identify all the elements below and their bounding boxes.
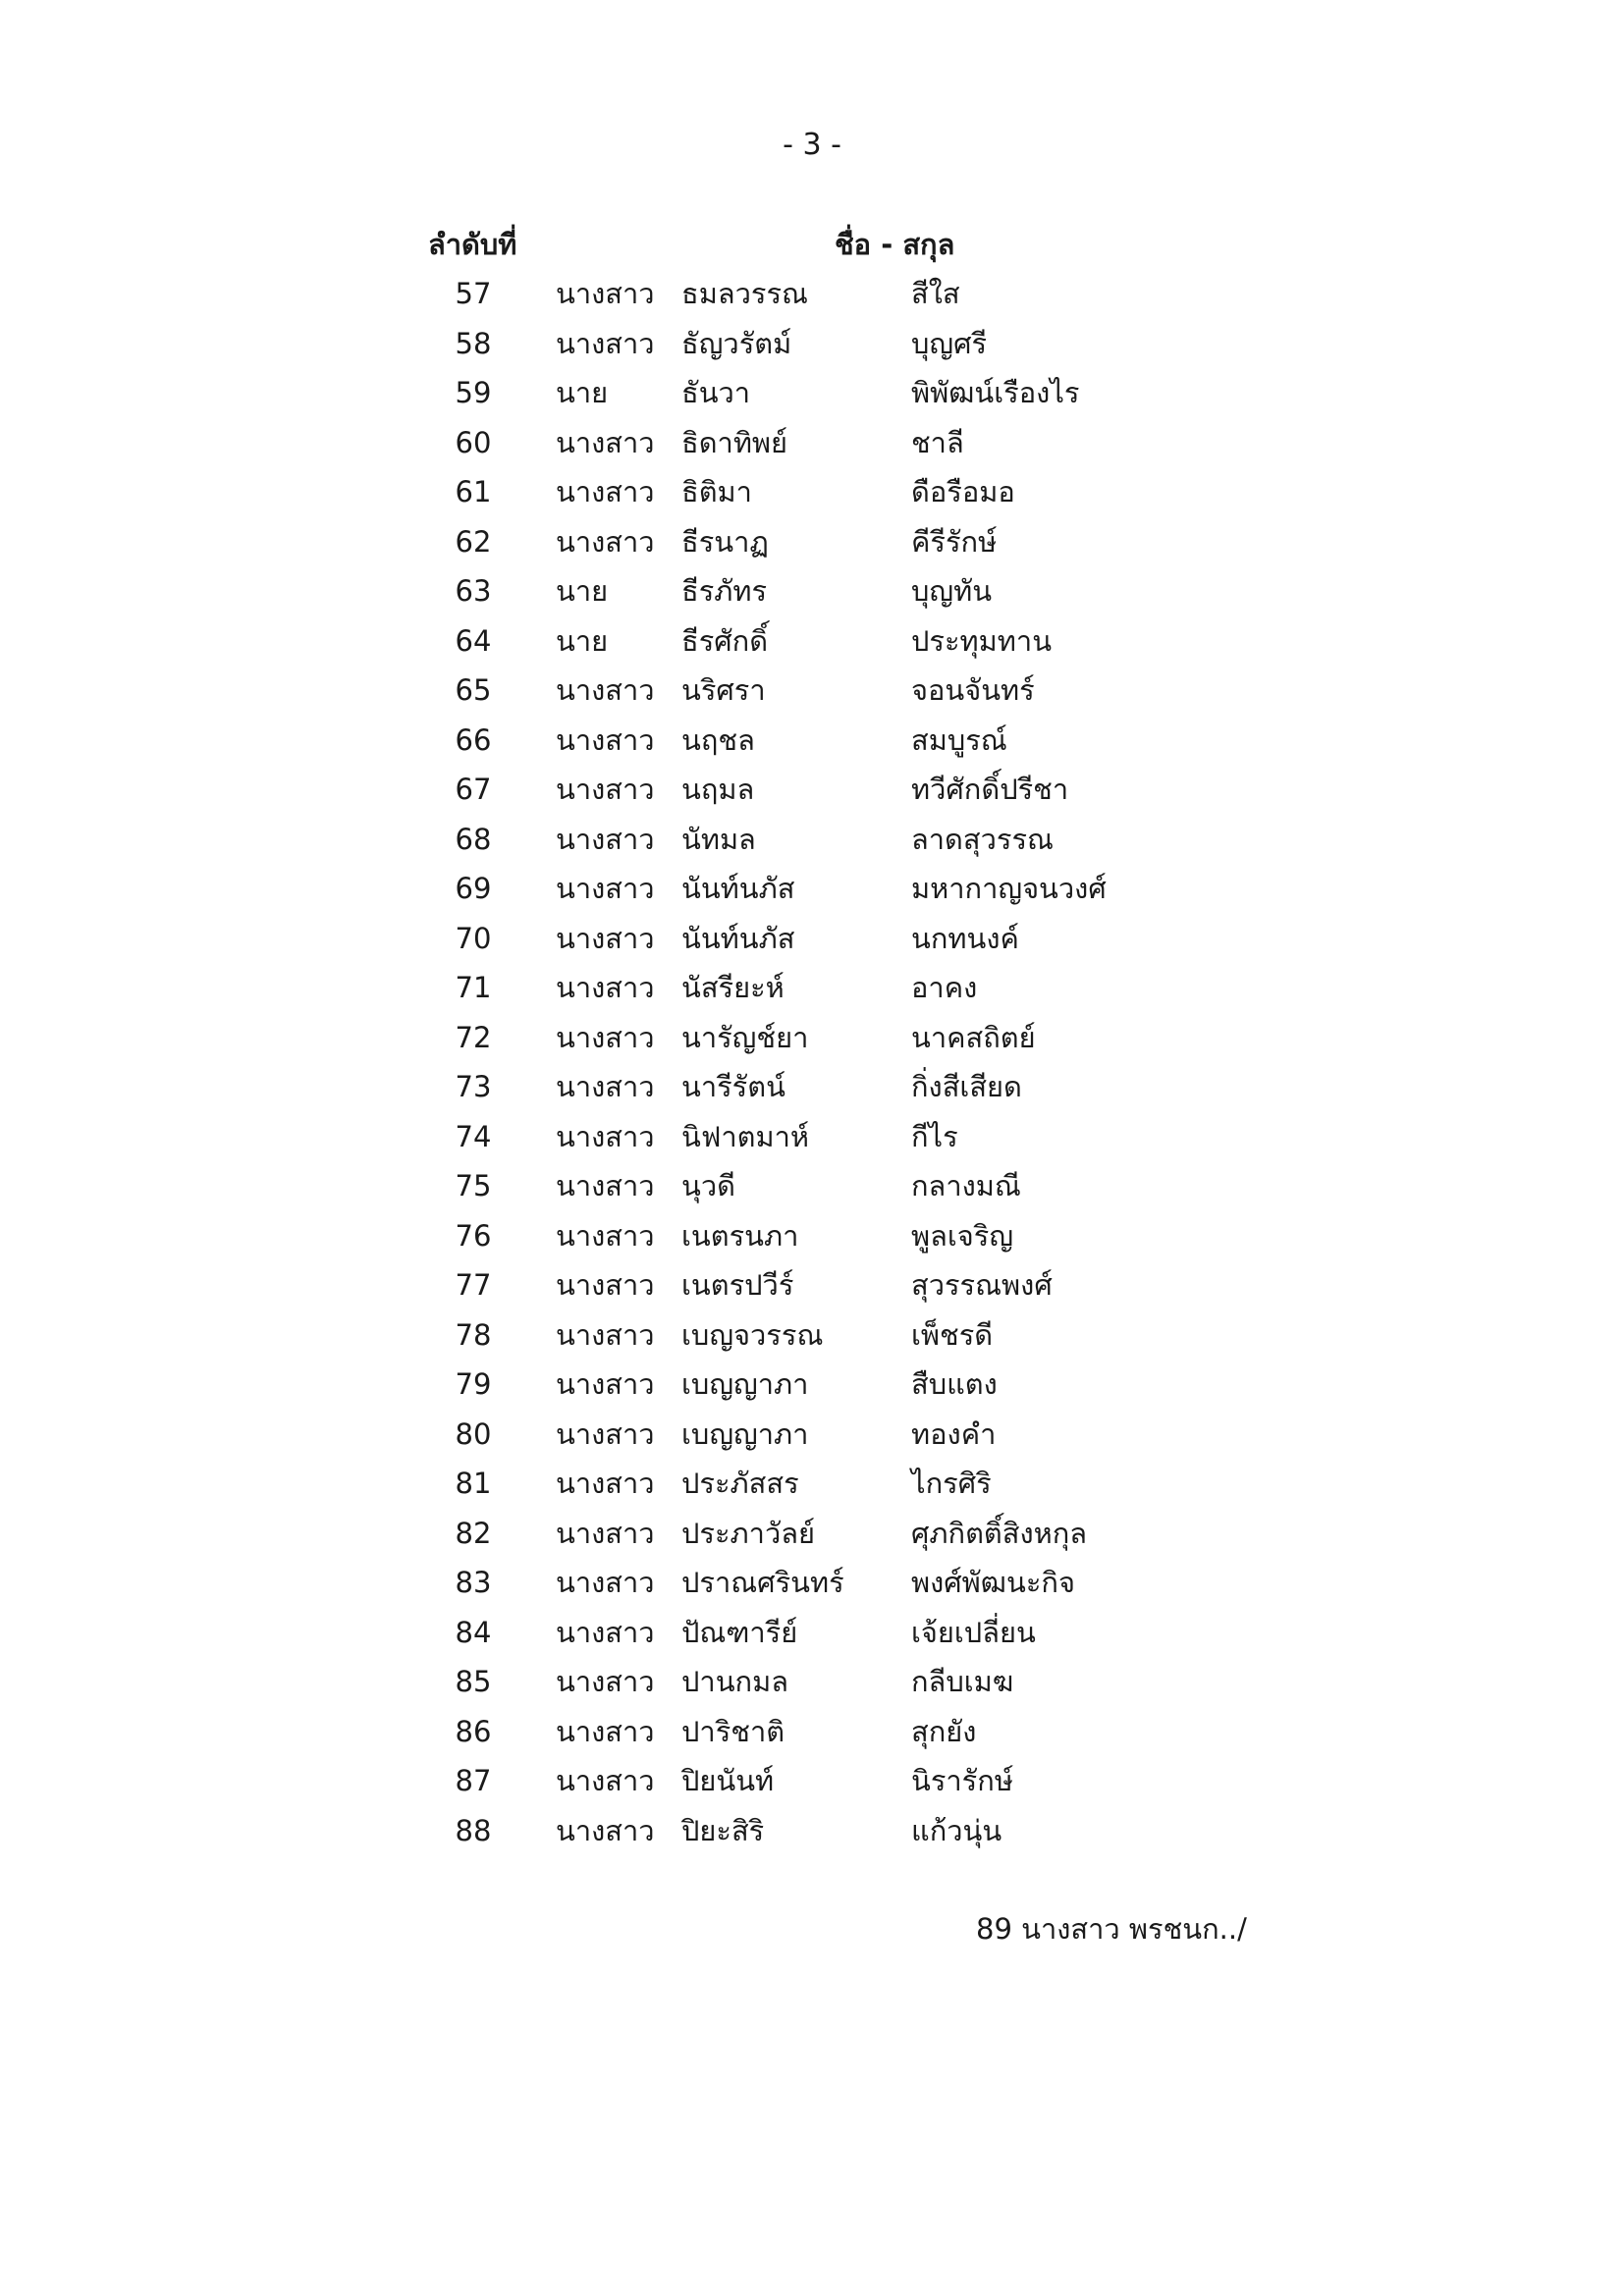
name-title: นางสาว (556, 822, 655, 856)
last-name: ชาลี (911, 425, 964, 459)
list-item (0, 418, 1624, 468)
list-item (0, 319, 1624, 369)
order-number: 68 (455, 822, 492, 856)
name-title: นางสาว (556, 971, 655, 1004)
first-name: เนตรปวีร์ (681, 1268, 794, 1302)
last-name: สีใส (911, 277, 960, 310)
last-name: ทองคำ (911, 1416, 997, 1451)
name-title: นางสาว (556, 1665, 655, 1698)
name-title: นางสาว (556, 1169, 655, 1202)
name-title: นางสาว (556, 1566, 655, 1599)
last-name: นาคสถิตย์ (911, 1020, 1036, 1054)
order-number: 63 (455, 574, 492, 608)
list-item (0, 716, 1624, 766)
first-name: ปัณฑารีย์ (681, 1615, 798, 1649)
list-item (0, 368, 1624, 418)
name-title: นางสาว (556, 773, 655, 806)
first-name: นุวดี (681, 1169, 735, 1202)
order-number: 83 (455, 1566, 492, 1599)
first-name: ธีรศักดิ์ (681, 623, 769, 658)
last-name: สมบูรณ์ (911, 722, 1007, 757)
list-item (0, 1707, 1624, 1757)
name-title: นางสาว (556, 1020, 655, 1054)
name-title: นางสาว (556, 1813, 655, 1847)
first-name: ปราณศรินทร์ (681, 1566, 844, 1599)
last-name: กิ่งสีเสียด (911, 1070, 1022, 1103)
list-item (0, 1410, 1624, 1460)
first-name: ธันวา (681, 376, 751, 409)
order-number: 72 (455, 1020, 492, 1054)
first-name: เบญญาภา (681, 1367, 809, 1401)
last-name: แก้วนุ่น (911, 1813, 1002, 1847)
name-title: นางสาว (556, 1119, 655, 1153)
name-title: นางสาว (556, 1070, 655, 1103)
first-name: นิฟาตมาห์ (681, 1119, 809, 1153)
first-name: เบญจวรรณ (681, 1317, 824, 1352)
order-number: 67 (455, 773, 492, 806)
list-item (0, 765, 1624, 815)
name-title: นางสาว (556, 722, 655, 757)
name-title: นางสาว (556, 673, 655, 707)
order-number: 86 (455, 1714, 492, 1748)
name-title: นางสาว (556, 872, 655, 905)
name-title: นางสาว (556, 1317, 655, 1352)
list-item (0, 1360, 1624, 1410)
first-name: ปิยนันท์ (681, 1764, 775, 1797)
list-item (0, 1062, 1624, 1112)
last-name: จอนจันทร์ (911, 673, 1035, 707)
order-number: 60 (455, 425, 492, 459)
list-item (0, 467, 1624, 517)
last-name: นิรารักษ์ (911, 1764, 1013, 1797)
name-title: นาย (556, 376, 609, 409)
page-number: - 3 - (783, 128, 841, 162)
last-name: สุวรรณพงศ์ (911, 1268, 1053, 1302)
name-title: นางสาว (556, 425, 655, 459)
first-name: นฤมล (681, 773, 755, 806)
list-item (0, 1161, 1624, 1211)
first-name: ธิดาทิพย์ (681, 425, 788, 459)
last-name: มหากาญจนวงศ์ (911, 872, 1107, 905)
name-title: นางสาว (556, 524, 655, 559)
order-number: 69 (455, 872, 492, 905)
list-item (0, 963, 1624, 1013)
first-name: ธีรนาฏ (681, 524, 769, 559)
column-header-full-name: ชื่อ - สกุล (835, 228, 955, 261)
last-name: สุกยัง (911, 1714, 977, 1748)
last-name: ประทุมทาน (911, 623, 1053, 658)
list-item (0, 1756, 1624, 1806)
last-name: พงศ์พัฒนะกิจ (911, 1566, 1075, 1599)
order-number: 59 (455, 376, 492, 409)
order-number: 57 (455, 277, 492, 310)
order-number: 62 (455, 524, 492, 559)
name-title: นางสาว (556, 1516, 655, 1550)
last-name: ทวีศักดิ์ปรีชา (911, 773, 1069, 806)
first-name: นารัญช์ยา (681, 1020, 809, 1054)
list-item (0, 914, 1624, 964)
list-item (0, 269, 1624, 319)
name-title: นางสาว (556, 277, 655, 310)
first-name: นารีรัตน์ (681, 1070, 785, 1103)
last-name: อาคง (911, 971, 978, 1004)
order-number: 78 (455, 1317, 492, 1352)
order-number: 75 (455, 1169, 492, 1202)
order-number: 87 (455, 1764, 492, 1797)
order-number: 64 (455, 623, 492, 658)
first-name: ปาริชาติ (681, 1714, 785, 1748)
last-name: พูลเจริญ (911, 1218, 1014, 1253)
first-name: นันท์นภัส (681, 921, 795, 955)
column-header-order-number: ลำดับที่ (428, 228, 517, 261)
last-name: ลาดสุวรรณ (911, 822, 1054, 856)
order-number: 70 (455, 921, 492, 955)
name-title: นางสาว (556, 326, 655, 360)
first-name: ธิติมา (681, 475, 752, 508)
last-name: กลางมณี (911, 1169, 1021, 1202)
name-title: นางสาว (556, 1268, 655, 1302)
order-number: 61 (455, 475, 492, 508)
order-number: 85 (455, 1665, 492, 1698)
list-item (0, 1013, 1624, 1063)
first-name: ธมลวรรณ (681, 277, 808, 310)
last-name: บุญศรี (911, 326, 988, 360)
first-name: นฤชล (681, 722, 755, 757)
last-name: ดือรือมอ (911, 475, 1015, 508)
list-item (0, 864, 1624, 914)
list-item (0, 1657, 1624, 1707)
continuation-note: 89 นางสาว พรชนก../ (976, 1912, 1247, 1946)
list-item (0, 1558, 1624, 1608)
order-number: 71 (455, 971, 492, 1004)
name-title: นาย (556, 574, 609, 608)
first-name: นันท์นภัส (681, 872, 795, 905)
last-name: กีไร (911, 1119, 958, 1153)
order-number: 76 (455, 1218, 492, 1253)
order-number: 88 (455, 1813, 492, 1847)
name-title: นางสาว (556, 1467, 655, 1500)
list-item (0, 666, 1624, 716)
first-name: ประภัสสร (681, 1467, 799, 1500)
first-name: ธีรภัทร (681, 574, 768, 608)
list-item (0, 517, 1624, 567)
order-number: 65 (455, 673, 492, 707)
last-name: พิพัฒน์เรืองไร (911, 376, 1080, 409)
list-item (0, 1211, 1624, 1261)
list-item (0, 616, 1624, 667)
first-name: นริศรา (681, 673, 766, 707)
first-name: ประภาวัลย์ (681, 1516, 816, 1550)
name-title: นางสาว (556, 1367, 655, 1401)
order-number: 79 (455, 1367, 492, 1401)
list-item (0, 1310, 1624, 1361)
name-title: นางสาว (556, 921, 655, 955)
last-name: บุญทัน (911, 574, 993, 608)
order-number: 84 (455, 1615, 492, 1649)
name-title: นางสาว (556, 1714, 655, 1748)
first-name: เนตรนภา (681, 1218, 799, 1253)
last-name: ไกรศิริ (911, 1467, 992, 1500)
table-header (0, 222, 1624, 265)
first-name: ธัญวรัตม์ (681, 326, 792, 360)
order-number: 81 (455, 1467, 492, 1500)
name-title: นาย (556, 623, 609, 658)
list-item (0, 1509, 1624, 1559)
name-title: นางสาว (556, 475, 655, 508)
name-title: นางสาว (556, 1615, 655, 1649)
list-item (0, 1459, 1624, 1509)
name-title: นางสาว (556, 1218, 655, 1253)
order-number: 73 (455, 1070, 492, 1103)
last-name: เพ็ชรดี (911, 1317, 994, 1352)
list-item (0, 566, 1624, 616)
order-number: 82 (455, 1516, 492, 1550)
first-name: เบญญาภา (681, 1416, 809, 1451)
first-name: ปานกมล (681, 1665, 788, 1698)
last-name: กลีบเมฆ (911, 1665, 1014, 1698)
order-number: 58 (455, 326, 492, 360)
list-item (0, 1260, 1624, 1310)
first-name: นัทมล (681, 822, 756, 856)
first-name: นัสรียะห์ (681, 971, 785, 1004)
list-item (0, 1806, 1624, 1856)
name-title: นางสาว (556, 1764, 655, 1797)
last-name: คีรีรักษ์ (911, 524, 998, 559)
name-title: นางสาว (556, 1416, 655, 1451)
order-number: 66 (455, 722, 492, 757)
list-item (0, 1112, 1624, 1162)
list-item (0, 815, 1624, 865)
list-item (0, 1608, 1624, 1658)
last-name: นกทนงค์ (911, 921, 1019, 955)
name-list (0, 269, 1624, 1855)
order-number: 74 (455, 1119, 492, 1153)
order-number: 80 (455, 1416, 492, 1451)
last-name: ศุภกิตติ์สิงหกุล (911, 1516, 1088, 1550)
order-number: 77 (455, 1268, 492, 1302)
first-name: ปิยะสิริ (681, 1813, 765, 1847)
last-name: สืบแตง (911, 1367, 998, 1401)
last-name: เจ้ยเปลี่ยน (911, 1615, 1036, 1649)
